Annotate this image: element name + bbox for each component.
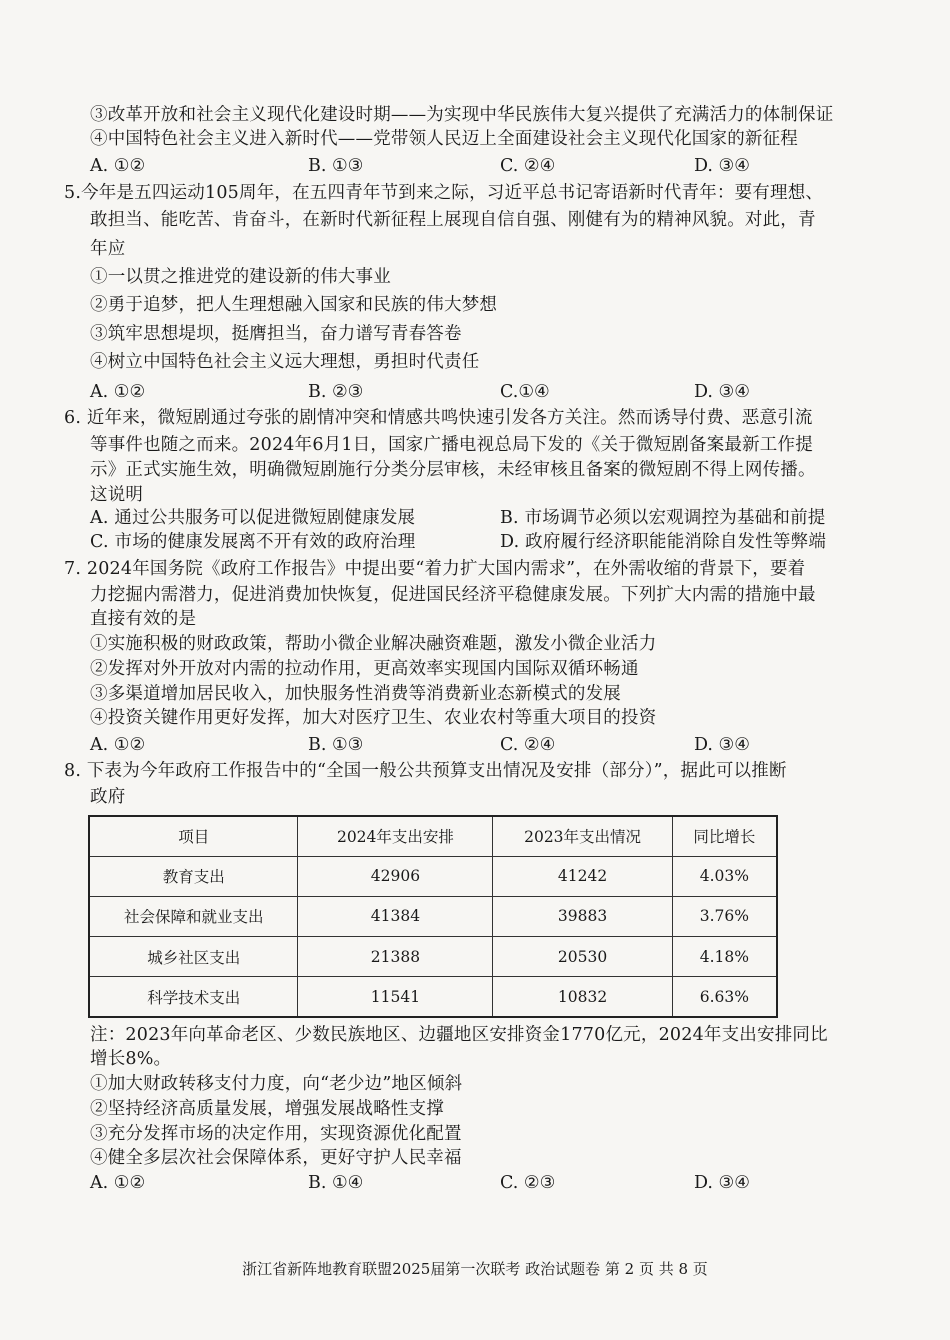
q4-option-d: D. ③④ bbox=[694, 156, 750, 176]
q8-stem-line-1: 8. 下表为今年政府工作报告中的“全国一般公共预算支出情况及安排（部分）”，据此可以推断 bbox=[64, 761, 787, 781]
q5-option-c: C.①④ bbox=[500, 382, 550, 402]
q6-stem-line-1: 6. 近年来，微短剧通过夸张的剧情冲突和情感共鸣快速引发各方关注。然而诱导付费、恶意引流 bbox=[64, 408, 813, 428]
q7-option-b: B. ①③ bbox=[308, 735, 364, 755]
q6-option-c: C. 市场的健康发展离不开有效的政府治理 bbox=[90, 532, 416, 552]
q8-option-b: B. ①④ bbox=[308, 1173, 364, 1193]
q4-options bbox=[90, 155, 890, 177]
q5-option-b: B. ②③ bbox=[308, 382, 364, 402]
q5-stem-line-2: 敢担当、能吃苦、肯奋斗，在新时代新征程上展现自信自强、刚健有为的精神风貌。对此，青 bbox=[90, 210, 816, 230]
table-cell: 41384 bbox=[298, 896, 493, 936]
q7-stem-line-2: 力挖掘内需潜力，促进消费加快恢复，促进国民经济平稳健康发展。下列扩大内需的措施中最 bbox=[90, 585, 816, 605]
table-cell: 城乡社区支出 bbox=[89, 937, 298, 977]
q8-item-3: ③充分发挥市场的决定作用，实现资源优化配置 bbox=[90, 1124, 462, 1144]
table-header-cell: 2024年支出安排 bbox=[298, 816, 493, 856]
q8-option-a: A. ①② bbox=[90, 1173, 146, 1193]
q5-item-4: ④树立中国特色社会主义远大理想，勇担时代责任 bbox=[90, 352, 480, 372]
table-cell: 41242 bbox=[493, 856, 672, 896]
table-row bbox=[89, 977, 777, 1017]
q7-item-1: ①实施积极的财政政策，帮助小微企业解决融资难题，激发小微企业活力 bbox=[90, 634, 657, 654]
q7-item-3: ③多渠道增加居民收入，加快服务性消费等消费新业态新模式的发展 bbox=[90, 684, 621, 704]
table-cell: 4.18% bbox=[672, 937, 777, 977]
table-header-row bbox=[89, 816, 777, 856]
q5-option-d: D. ③④ bbox=[694, 382, 750, 402]
q5-item-1: ①一以贯之推进党的建设新的伟大事业 bbox=[90, 267, 391, 287]
table-cell: 社会保障和就业支出 bbox=[89, 896, 298, 936]
q7-item-2: ②发挥对外开放对内需的拉动作用，更高效率实现国内国际双循环畅通 bbox=[90, 659, 639, 679]
q5-stem-line-1: 5.今年是五四运动105周年，在五四青年节到来之际，习近平总书记寄语新时代青年：要有理想、 bbox=[64, 183, 824, 203]
q8-stem-line-2: 政府 bbox=[90, 787, 126, 807]
q8-item-4: ④健全多层次社会保障体系，更好守护人民幸福 bbox=[90, 1148, 462, 1168]
q4-option-a: A. ①② bbox=[90, 156, 146, 176]
table-cell: 3.76% bbox=[672, 896, 777, 936]
table-row bbox=[89, 896, 777, 936]
table-cell: 科学技术支出 bbox=[89, 977, 298, 1017]
q7-option-c: C. ②④ bbox=[500, 735, 556, 755]
table-cell: 42906 bbox=[298, 856, 493, 896]
table-header-cell: 2023年支出情况 bbox=[493, 816, 672, 856]
budget-table bbox=[88, 815, 778, 1018]
table-header-cell: 项目 bbox=[89, 816, 298, 856]
q6-stem-line-4: 这说明 bbox=[90, 485, 144, 505]
page-footer: 浙江省新阵地教育联盟2025届第一次联考 政治试题卷 第 2 页 共 8 页 bbox=[242, 1260, 708, 1278]
q8-option-d: D. ③④ bbox=[694, 1173, 750, 1193]
q8-note-line-1: 注：2023年向革命老区、少数民族地区、边疆地区安排资金1770亿元，2024年支出安排同比 bbox=[90, 1025, 828, 1045]
q8-note-line-2: 增长8%。 bbox=[90, 1049, 172, 1069]
q7-option-d: D. ③④ bbox=[694, 735, 750, 755]
table-cell: 教育支出 bbox=[89, 856, 298, 896]
q8-options bbox=[90, 1172, 890, 1194]
q7-item-4: ④投资关键作用更好发挥，加大对医疗卫生、农业农村等重大项目的投资 bbox=[90, 708, 657, 728]
table-cell: 21388 bbox=[298, 937, 493, 977]
table-cell: 11541 bbox=[298, 977, 493, 1017]
q6-option-a: A. 通过公共服务可以促进微短剧健康发展 bbox=[90, 508, 416, 528]
table-cell: 39883 bbox=[493, 896, 672, 936]
q4-option-c: C. ②④ bbox=[500, 156, 556, 176]
q4-item-4: ④中国特色社会主义进入新时代——党带领人民迈上全面建设社会主义现代化国家的新征程 bbox=[90, 129, 798, 149]
q5-item-3: ③筑牢思想堤坝，挺膺担当，奋力谱写青春答卷 bbox=[90, 324, 462, 344]
q6-stem-line-3: 示》正式实施生效，明确微短剧施行分类分层审核，未经审核且备案的微短剧不得上网传播。 bbox=[90, 460, 816, 480]
q5-stem-line-3: 年应 bbox=[90, 239, 126, 259]
q8-item-2: ②坚持经济高质量发展，增强发展战略性支撑 bbox=[90, 1099, 444, 1119]
table-header-cell: 同比增长 bbox=[672, 816, 777, 856]
q4-item-3: ③改革开放和社会主义现代化建设时期——为实现中华民族伟大复兴提供了充满活力的体制保证 bbox=[90, 105, 834, 125]
q7-option-a: A. ①② bbox=[90, 735, 146, 755]
q6-option-d: D. 政府履行经济职能能消除自发性等弊端 bbox=[500, 532, 827, 552]
table-cell: 10832 bbox=[493, 977, 672, 1017]
q6-stem-line-2: 等事件也随之而来。2024年6月1日，国家广播电视总局下发的《关于微短剧备案最新工作提 bbox=[90, 435, 813, 455]
q5-item-2: ②勇于追梦，把人生理想融入国家和民族的伟大梦想 bbox=[90, 295, 498, 315]
q5-options bbox=[90, 381, 890, 403]
table-row bbox=[89, 856, 777, 896]
table-cell: 4.03% bbox=[672, 856, 777, 896]
q8-item-1: ①加大财政转移支付力度，向“老少边”地区倾斜 bbox=[90, 1074, 463, 1094]
table-row bbox=[89, 937, 777, 977]
table-cell: 6.63% bbox=[672, 977, 777, 1017]
q7-stem-line-1: 7. 2024年国务院《政府工作报告》中提出要“着力扩大国内需求”，在外需收缩的背景下，要着 bbox=[64, 559, 806, 579]
q7-options bbox=[90, 734, 890, 756]
q4-option-b: B. ①③ bbox=[308, 156, 364, 176]
q8-option-c: C. ②③ bbox=[500, 1173, 556, 1193]
q5-option-a: A. ①② bbox=[90, 382, 146, 402]
q7-stem-line-3: 直接有效的是 bbox=[90, 609, 197, 629]
q6-option-b: B. 市场调节必须以宏观调控为基础和前提 bbox=[500, 508, 826, 528]
table-cell: 20530 bbox=[493, 937, 672, 977]
